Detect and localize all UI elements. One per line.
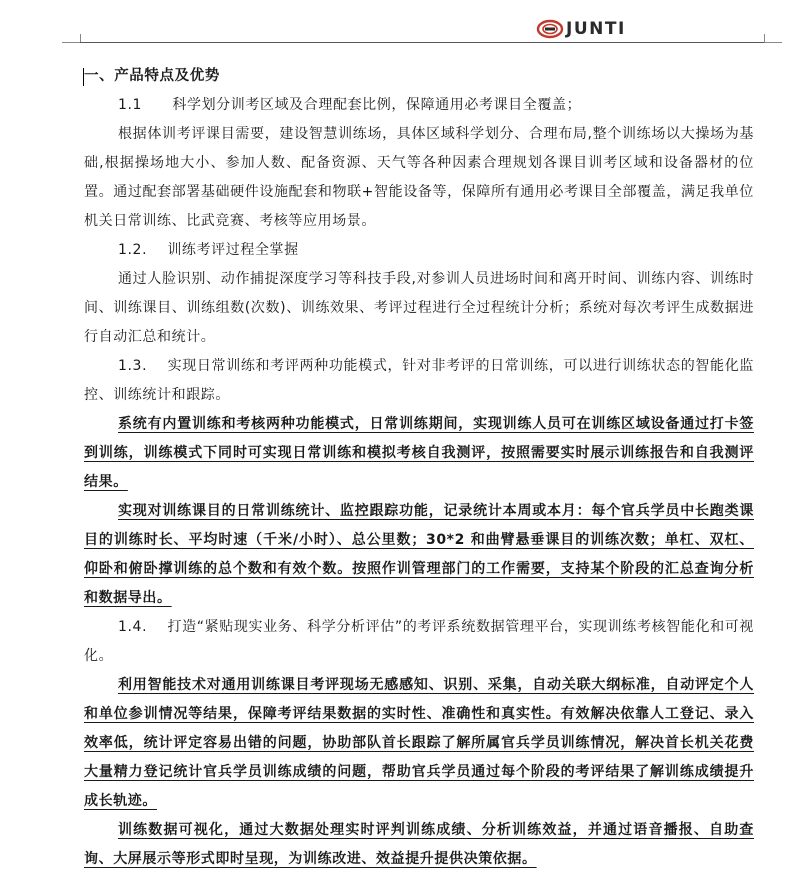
header-corner-mark: [764, 34, 765, 42]
header-rule: [80, 42, 764, 43]
paragraph: 1.1 科学划分训考区域及合理配套比例，保障通用必考课目全覆盖；: [118, 97, 582, 113]
document-body[interactable]: [84, 62, 754, 874]
paragraph: 1.4. 打造“紧贴现实业务、科学分析评估”的考评系统数据管理平台，实现训练考核智能化和可视化。: [84, 619, 754, 664]
bold-text: 利用智能技术对通用训练课目考评现场无感感知、识别、采集，自动关联大纲标准，自动评定个人和单位参训情况等结果，保障考评结果数据的实时性、准确性和真实性。有效解决依靠人工登记、录入效率低，统计评定容易出错的问题，协助部队首长跟踪了解所属官兵学员训练情况，解决首长机关花费大量精力登记统计官兵学员训练成绩的问题，帮助官兵学员通过每个阶段的考评结果了解训练成绩提升成长轨迹。: [84, 677, 754, 809]
paragraph: 1.3. 实现日常训练和考评两种功能模式，针对非考评的日常训练，可以进行训练状态的智能化监控、训练统计和跟踪。: [84, 358, 754, 403]
paragraph: 1.2. 训练考评过程全掌握: [118, 242, 299, 258]
logo-mark-icon: [536, 19, 564, 39]
company-logo: [536, 17, 626, 41]
paragraph-bold: [84, 816, 754, 874]
paragraph-bold: [84, 410, 754, 497]
header-corner-mark: [80, 34, 81, 42]
logo-text: JUNTI: [566, 19, 626, 39]
header-corner-mark: [764, 42, 782, 43]
paragraph: 通过人脸识别、动作捕捉深度学习等科技手段,对参训人员进场时间和离开时间、训练内容、训练时间、训练课目、训练组数(次数)、训练效果、考评过程进行全过程统计分析；系统对每次考评生成数据进行自动汇总和统计。: [84, 271, 754, 345]
bold-text: 训练数据可视化，通过大数据处理实时评判训练成绩、分析训练效益，并通过语音播报、自助查询、大屏展示等形式即时呈现，为训练改进、效益提升提供决策依据。: [84, 822, 754, 867]
paragraph-bold: [84, 671, 754, 816]
paragraph-bold: [84, 497, 754, 613]
header-corner-mark: [62, 42, 80, 43]
bold-text: 实现对训练课目的日常训练统计、监控跟踪功能，记录统计本周或本月：每个官兵学员中长跑类课目的训练时长、平均时速（千米/小时）、总公里数；30*2 和曲臂悬垂课目的训练次数；单杠、双杠、仰卧和俯卧撑训练的总个数和有效个数。按照作训管理部门的工作需要，支持某个阶段的汇总查询分析和数据导出。: [84, 503, 754, 606]
bold-text: 系统有内置训练和考核两种功能模式，日常训练期间，实现训练人员可在训练区域设备通过打卡签到训练，训练模式下同时可实现日常训练和模拟考核自我测评，按照需要实时展示训练报告和自我测评结果。: [84, 416, 754, 490]
section-heading: 一、产品特点及优势: [84, 68, 220, 84]
paragraph: 根据体训考评课目需要，建设智慧训练场，具体区域科学划分、合理布局,整个训练场以大操场为基础,根据操场地大小、参加人数、配备资源、天气等各种因素合理规划各课目训考区域和设备器材的位置。通过配套部署基础硬件设施配套和物联+智能设备等，保障所有通用必考课目全部覆盖，满足我单位机关日常训练、比武竞赛、考核等应用场景。: [84, 126, 754, 229]
